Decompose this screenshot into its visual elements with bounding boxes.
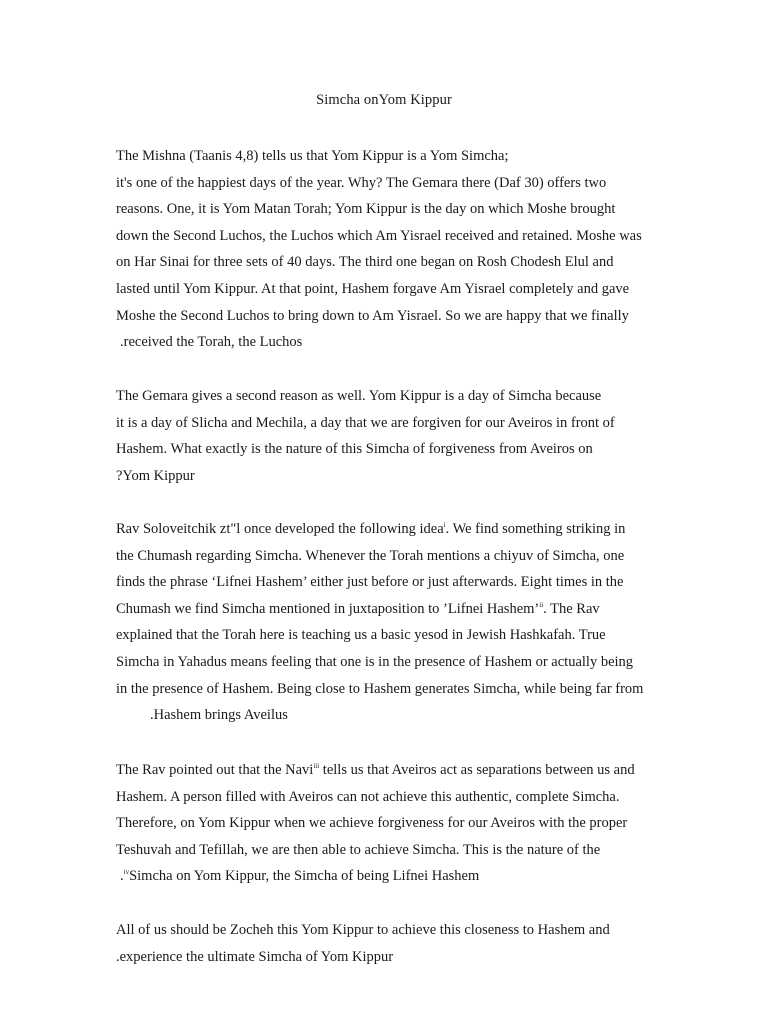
paragraph-1 — [116, 143, 706, 356]
text-line — [116, 757, 706, 784]
endnote-ref-iv: iv — [123, 868, 130, 877]
text-segment: . We find something striking in — [445, 521, 626, 537]
text-line: down the Second Luchos, the Luchos which Am Yisrael received and retained. Moshe was — [116, 227, 642, 244]
text-segment: Chumash we find Simcha mentioned in juxtaposition to ’Lifnei Hashem’ — [116, 600, 540, 617]
endnote-ref-i: i — [443, 521, 446, 530]
text-line: explained that the Torah here is teaching us a basic yesod in Jewish Hashkafah. True — [116, 627, 606, 644]
text-segment: Rav Soloveitchik zt"l once developed the following idea — [116, 521, 444, 537]
text-segment: tells us that Aveiros act as separations between us and — [319, 762, 635, 778]
text-line: The Gemara gives a second reason as well. Yom Kippur is a day of Simcha because — [116, 388, 602, 404]
paragraph-4 — [116, 757, 706, 890]
text-line: it's one of the happiest days of the year. Why? The Gemara there (Daf 30) offers two — [116, 174, 607, 191]
text-line: it is a day of Slicha and Mechila, a day that we are forgiven for our Aveiros in front of — [116, 414, 615, 431]
page-title: Simcha onYom Kippur — [316, 92, 452, 108]
text-line: .experience the ultimate Simcha of Yom Kippur — [116, 948, 394, 965]
text-line: Hashem. A person filled with Aveiros can not achieve this authentic, complete Simcha. — [116, 788, 620, 805]
text-line: Hashem. What exactly is the nature of this Simcha of forgiveness from Aveiros on — [116, 441, 593, 458]
text-segment: Simcha on Yom Kippur, the Simcha of being Lifnei Hashem — [129, 868, 480, 885]
text-line: Therefore, on Yom Kippur when we achieve forgiveness for our Aveiros with the proper — [116, 815, 628, 832]
text-segment: . — [120, 868, 124, 885]
text-line: The Mishna (Taanis 4,8) tells us that Yom Kippur is a Yom Simcha; — [116, 148, 509, 164]
text-line — [116, 516, 706, 543]
text-line: .Hashem brings Aveilus — [150, 707, 288, 724]
text-line: the Chumash regarding Simcha. Whenever the Torah mentions a chiyuv of Simcha, one — [116, 547, 625, 564]
endnote-ref-iii: iii — [313, 762, 320, 771]
text-line: Teshuvah and Tefillah, we are then able to achieve Simcha. This is the nature of the — [116, 841, 601, 858]
text-line: in the presence of Hashem. Being close to Hashem generates Simcha, while being far from — [116, 680, 644, 697]
text-line — [116, 596, 706, 623]
paragraph-3 — [116, 516, 706, 729]
text-line — [116, 863, 706, 890]
text-line: lasted until Yom Kippur. At that point, Hashem forgave Am Yisrael completely and gave — [116, 280, 630, 297]
text-segment: . The Rav — [543, 600, 600, 617]
text-line: All of us should be Zocheh this Yom Kippur to achieve this closeness to Hashem and — [116, 922, 610, 938]
endnote-ref-ii: ii — [539, 600, 544, 609]
text-line: reasons. One, it is Yom Matan Torah; Yom Kippur is the day on which Moshe brought — [116, 201, 616, 218]
text-line: finds the phrase ‘Lifnei Hashem’ either just before or just afterwards. Eight times in the — [116, 574, 624, 591]
text-line: Moshe the Second Luchos to bring down to Am Yisrael. So we are happy that we finally — [116, 307, 629, 324]
paragraph-2 — [116, 383, 706, 489]
paragraph-5 — [116, 917, 706, 970]
text-line: .received the Torah, the Luchos — [120, 334, 303, 351]
text-line: ?Yom Kippur — [116, 467, 195, 484]
text-line: Simcha in Yahadus means feeling that one is in the presence of Hashem or actually being — [116, 653, 634, 670]
text-line: on Har Sinai for three sets of 40 days. The third one began on Rosh Chodesh Elul and — [116, 254, 614, 271]
text-segment: The Rav pointed out that the Navi — [116, 762, 314, 778]
